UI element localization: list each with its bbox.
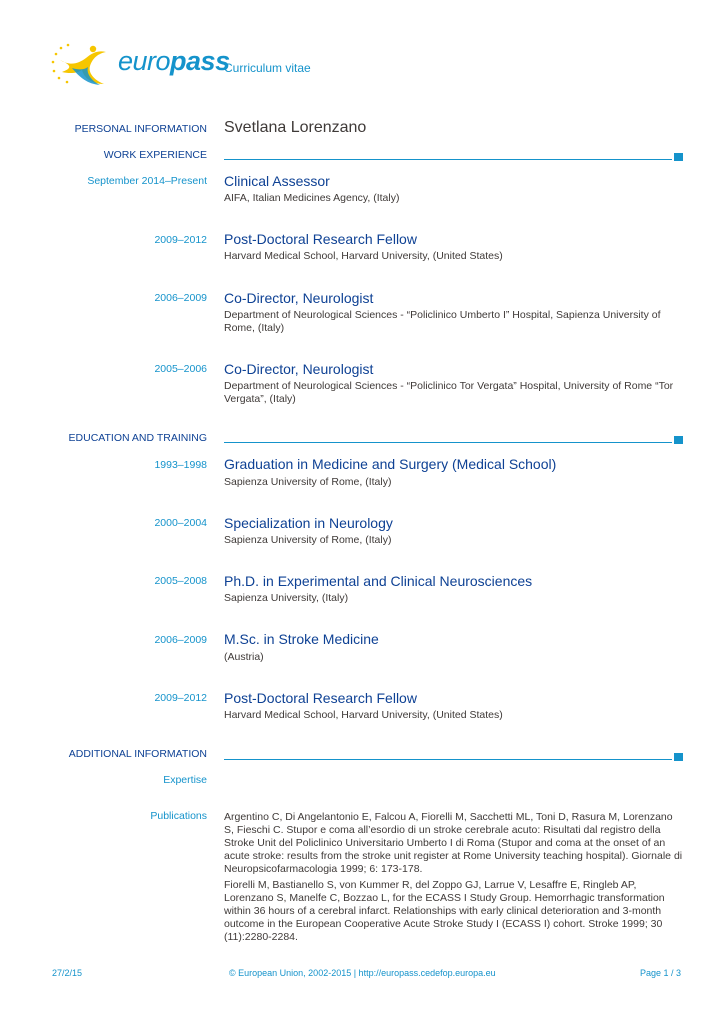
education-entry-dates: 1993–1998 — [154, 459, 207, 471]
education-entry-institution: (Austria) — [224, 651, 264, 663]
person-name: Svetlana Lorenzano — [224, 119, 367, 136]
education-entry-dates: 2006–2009 — [154, 634, 207, 646]
education-entry-dates: 2000–2004 — [154, 517, 207, 529]
work-entry-title: Co-Director, Neurologist — [224, 361, 374, 377]
expertise-label: Expertise — [163, 774, 207, 786]
work-entry-employer: Department of Neurological Sciences - “Policlinico Umberto I” Hospital, Sapienza University of Rome, (Italy) — [224, 309, 661, 334]
doc-title: Curriculum vitae — [224, 61, 311, 75]
footer-copyright: © European Union, 2002-2015 | http://europass.cedefop.europa.eu — [229, 968, 496, 978]
work-entry-employer: AIFA, Italian Medicines Agency, (Italy) — [224, 192, 400, 204]
personal-information-label: PERSONAL INFORMATION — [74, 123, 207, 135]
additional-information-marker — [674, 753, 683, 761]
education-entry-institution: Sapienza University of Rome, (Italy) — [224, 476, 392, 488]
publication-entry: Fiorelli M, Bastianello S, von Kummer R, del Zoppo GJ, Larrue V, Lesaffre E, Ringleb AP, Lorenzano S, Manelfe C, Bozzao L, for the ECASS I Study Group. Hemorrhagic transformation within 36 hours of a cerebral infarct. Relationships with early clinical deterioration and 3-month outcome in the European Cooperative Acute Stroke Study I (ECASS I) cohort. Stroke 1999; 30 (11):2280-2284. — [224, 879, 665, 943]
europass-figure-icon — [48, 40, 120, 90]
education-training-label: EDUCATION AND TRAINING — [68, 432, 207, 444]
education-entry-institution: Sapienza University of Rome, (Italy) — [224, 534, 392, 546]
work-experience-label: WORK EXPERIENCE — [103, 149, 207, 161]
education-entry-title: Ph.D. in Experimental and Clinical Neurosciences — [224, 573, 533, 589]
footer-page-number: Page 1 / 3 — [639, 968, 681, 978]
education-entry-title: M.Sc. in Stroke Medicine — [224, 631, 379, 647]
work-entry-title: Co-Director, Neurologist — [224, 290, 374, 306]
europass-logo — [48, 40, 230, 90]
education-entry-title: Graduation in Medicine and Surgery (Medical School) — [224, 456, 557, 472]
education-training-rule — [224, 442, 672, 443]
additional-information-rule — [224, 759, 672, 760]
work-entry-dates: 2009–2012 — [154, 234, 207, 246]
work-entry-employer: Harvard Medical School, Harvard University, (United States) — [224, 250, 503, 262]
education-entry-institution: Sapienza University, (Italy) — [224, 592, 349, 604]
work-entry-dates: 2006–2009 — [154, 292, 207, 304]
education-entry-title: Specialization in Neurology — [224, 515, 393, 531]
education-entry-dates: 2005–2008 — [154, 575, 207, 587]
education-training-marker — [674, 436, 683, 444]
work-entry-title: Post-Doctoral Research Fellow — [224, 231, 417, 247]
work-entry-employer: Department of Neurological Sciences - “Policlinico Tor Vergata” Hospital, University of Rome “Tor Vergata”, (Italy) — [224, 380, 674, 405]
logo-pass-text: pass — [170, 46, 230, 76]
publication-entry: Argentino C, Di Angelantonio E, Falcou A, Fiorelli M, Sacchetti ML, Toni D, Rasura M, Lorenzano S, Fieschi C. Stupor e coma all’esordio di un stroke cerebrale acuto: Risultati dal registro della Stroke Unit del Policlinico Universitario Umberto I di Roma (Stupor and coma at the onset of an acute stroke: results from the stroke unit register at Rome University teaching hospital). Giornale di Neuropsicofarmacologia 1999; 6: 173-178. — [224, 811, 683, 875]
education-entry-dates: 2009–2012 — [154, 692, 207, 704]
education-entry-title: Post-Doctoral Research Fellow — [224, 690, 417, 706]
work-experience-marker — [674, 153, 683, 161]
additional-information-label: ADDITIONAL INFORMATION — [68, 748, 207, 760]
footer-date: 27/2/15 — [52, 968, 83, 978]
work-entry-dates: 2005–2006 — [154, 363, 207, 375]
education-entry-institution: Harvard Medical School, Harvard University, (United States) — [224, 709, 503, 721]
publications-label: Publications — [150, 810, 207, 822]
europass-wordmark — [118, 46, 230, 77]
work-entry-title: Clinical Assessor — [224, 173, 330, 189]
logo-euro-text: euro — [118, 46, 171, 76]
work-entry-dates: September 2014–Present — [87, 175, 207, 187]
work-experience-rule — [224, 159, 672, 160]
